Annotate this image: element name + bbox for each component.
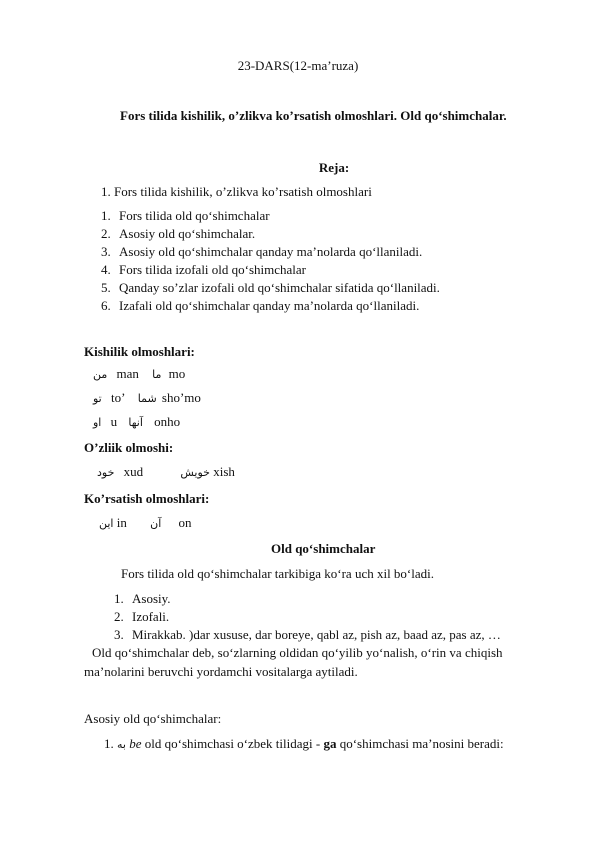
plan-intro: 1. Fors tilida kishilik, o’zlikva ko’rsatish olmoshlari bbox=[101, 184, 372, 199]
plan-heading: Reja: bbox=[318, 160, 350, 175]
list-item: 2. Asosiy old qo‘shimchalar. bbox=[101, 226, 256, 241]
persian-word: من bbox=[93, 368, 108, 381]
transliteration: on bbox=[178, 515, 192, 530]
list-item: 3. Asosiy old qo‘shimchalar qanday ma’nolarda qo‘llaniladi. bbox=[101, 244, 423, 259]
persian-word: به bbox=[117, 738, 126, 751]
persian-word: او bbox=[93, 416, 102, 429]
list-item: 6. Izafali old qo‘shimchalar qanday ma’nolarda qo‘llaniladi. bbox=[101, 298, 420, 313]
persian-word: خود bbox=[97, 466, 115, 479]
transliteration: to’ bbox=[111, 390, 125, 405]
page-title: Fors tilida kishilik, o’zlikva ko’rsatish olmoshlari. Old qo‘shimchalar. bbox=[120, 108, 507, 123]
pronoun-row bbox=[97, 464, 235, 480]
basic-item: 1. به be old qo‘shimchasi o‘zbek tilidagi - ga qo‘shimchasi ma’nosini beradi: bbox=[104, 736, 504, 751]
transliteration: xud bbox=[123, 464, 144, 479]
lesson-header: 23-DARS(12-ma’ruza) bbox=[237, 58, 359, 73]
transliteration: in bbox=[116, 515, 127, 530]
list-item: 5. Qanday so’zlar izofali old qo‘shimchalar sifatida qo‘llaniladi. bbox=[101, 280, 440, 295]
persian-word: آنها bbox=[128, 416, 143, 429]
transliteration: mo bbox=[168, 366, 186, 381]
section-intro: Fors tilida old qo‘shimchalar tarkibiga ko‘ra uch xil bo‘ladi. bbox=[121, 566, 435, 581]
demonstrative-heading: Ko’rsatish olmoshlari: bbox=[84, 491, 210, 506]
basic-heading: Asosiy old qo‘shimchalar: bbox=[84, 711, 222, 726]
pronoun-row bbox=[99, 515, 192, 531]
reflexive-heading: O’zliik olmoshi: bbox=[84, 440, 174, 455]
transliteration: u bbox=[110, 414, 118, 429]
persian-word: تو bbox=[93, 392, 102, 405]
persian-word: این bbox=[99, 517, 114, 530]
definition-paragraph: Old qo‘shimchalar deb, so‘zlarning oldidan qo‘yilib yo‘nalish, o‘rin va chiqish ma’nolarini beruvchi yordamchi vositalarga aytiladi. bbox=[84, 645, 503, 679]
list-item: 1. Asosiy. bbox=[114, 591, 171, 606]
pronoun-row bbox=[93, 366, 185, 382]
persian-word: خویش bbox=[180, 466, 210, 479]
persian-word: ما bbox=[152, 368, 162, 381]
transliteration: xish bbox=[213, 464, 235, 479]
transliteration: be bbox=[129, 736, 142, 751]
list-item: 3. Mirakkab. )dar xususe, dar boreye, qabl az, pish az, baad az, pas az, … bbox=[114, 627, 501, 642]
pronoun-row bbox=[93, 414, 180, 430]
suffix: ga bbox=[323, 736, 337, 751]
transliteration: onho bbox=[154, 414, 181, 429]
persian-word: آن bbox=[150, 517, 162, 530]
list-item: 4. Fors tilida izofali old qo‘shimchalar bbox=[101, 262, 307, 277]
personal-heading: Kishilik olmoshlari: bbox=[84, 344, 195, 359]
list-item: 2. Izofali. bbox=[114, 609, 170, 624]
transliteration: sho’mo bbox=[161, 390, 201, 405]
section-heading: Old qo‘shimchalar bbox=[271, 541, 376, 556]
transliteration: man bbox=[116, 366, 139, 381]
list-item: 1. Fors tilida old qo‘shimchalar bbox=[101, 208, 270, 223]
persian-word: شما bbox=[137, 392, 157, 405]
pronoun-row bbox=[93, 390, 201, 406]
